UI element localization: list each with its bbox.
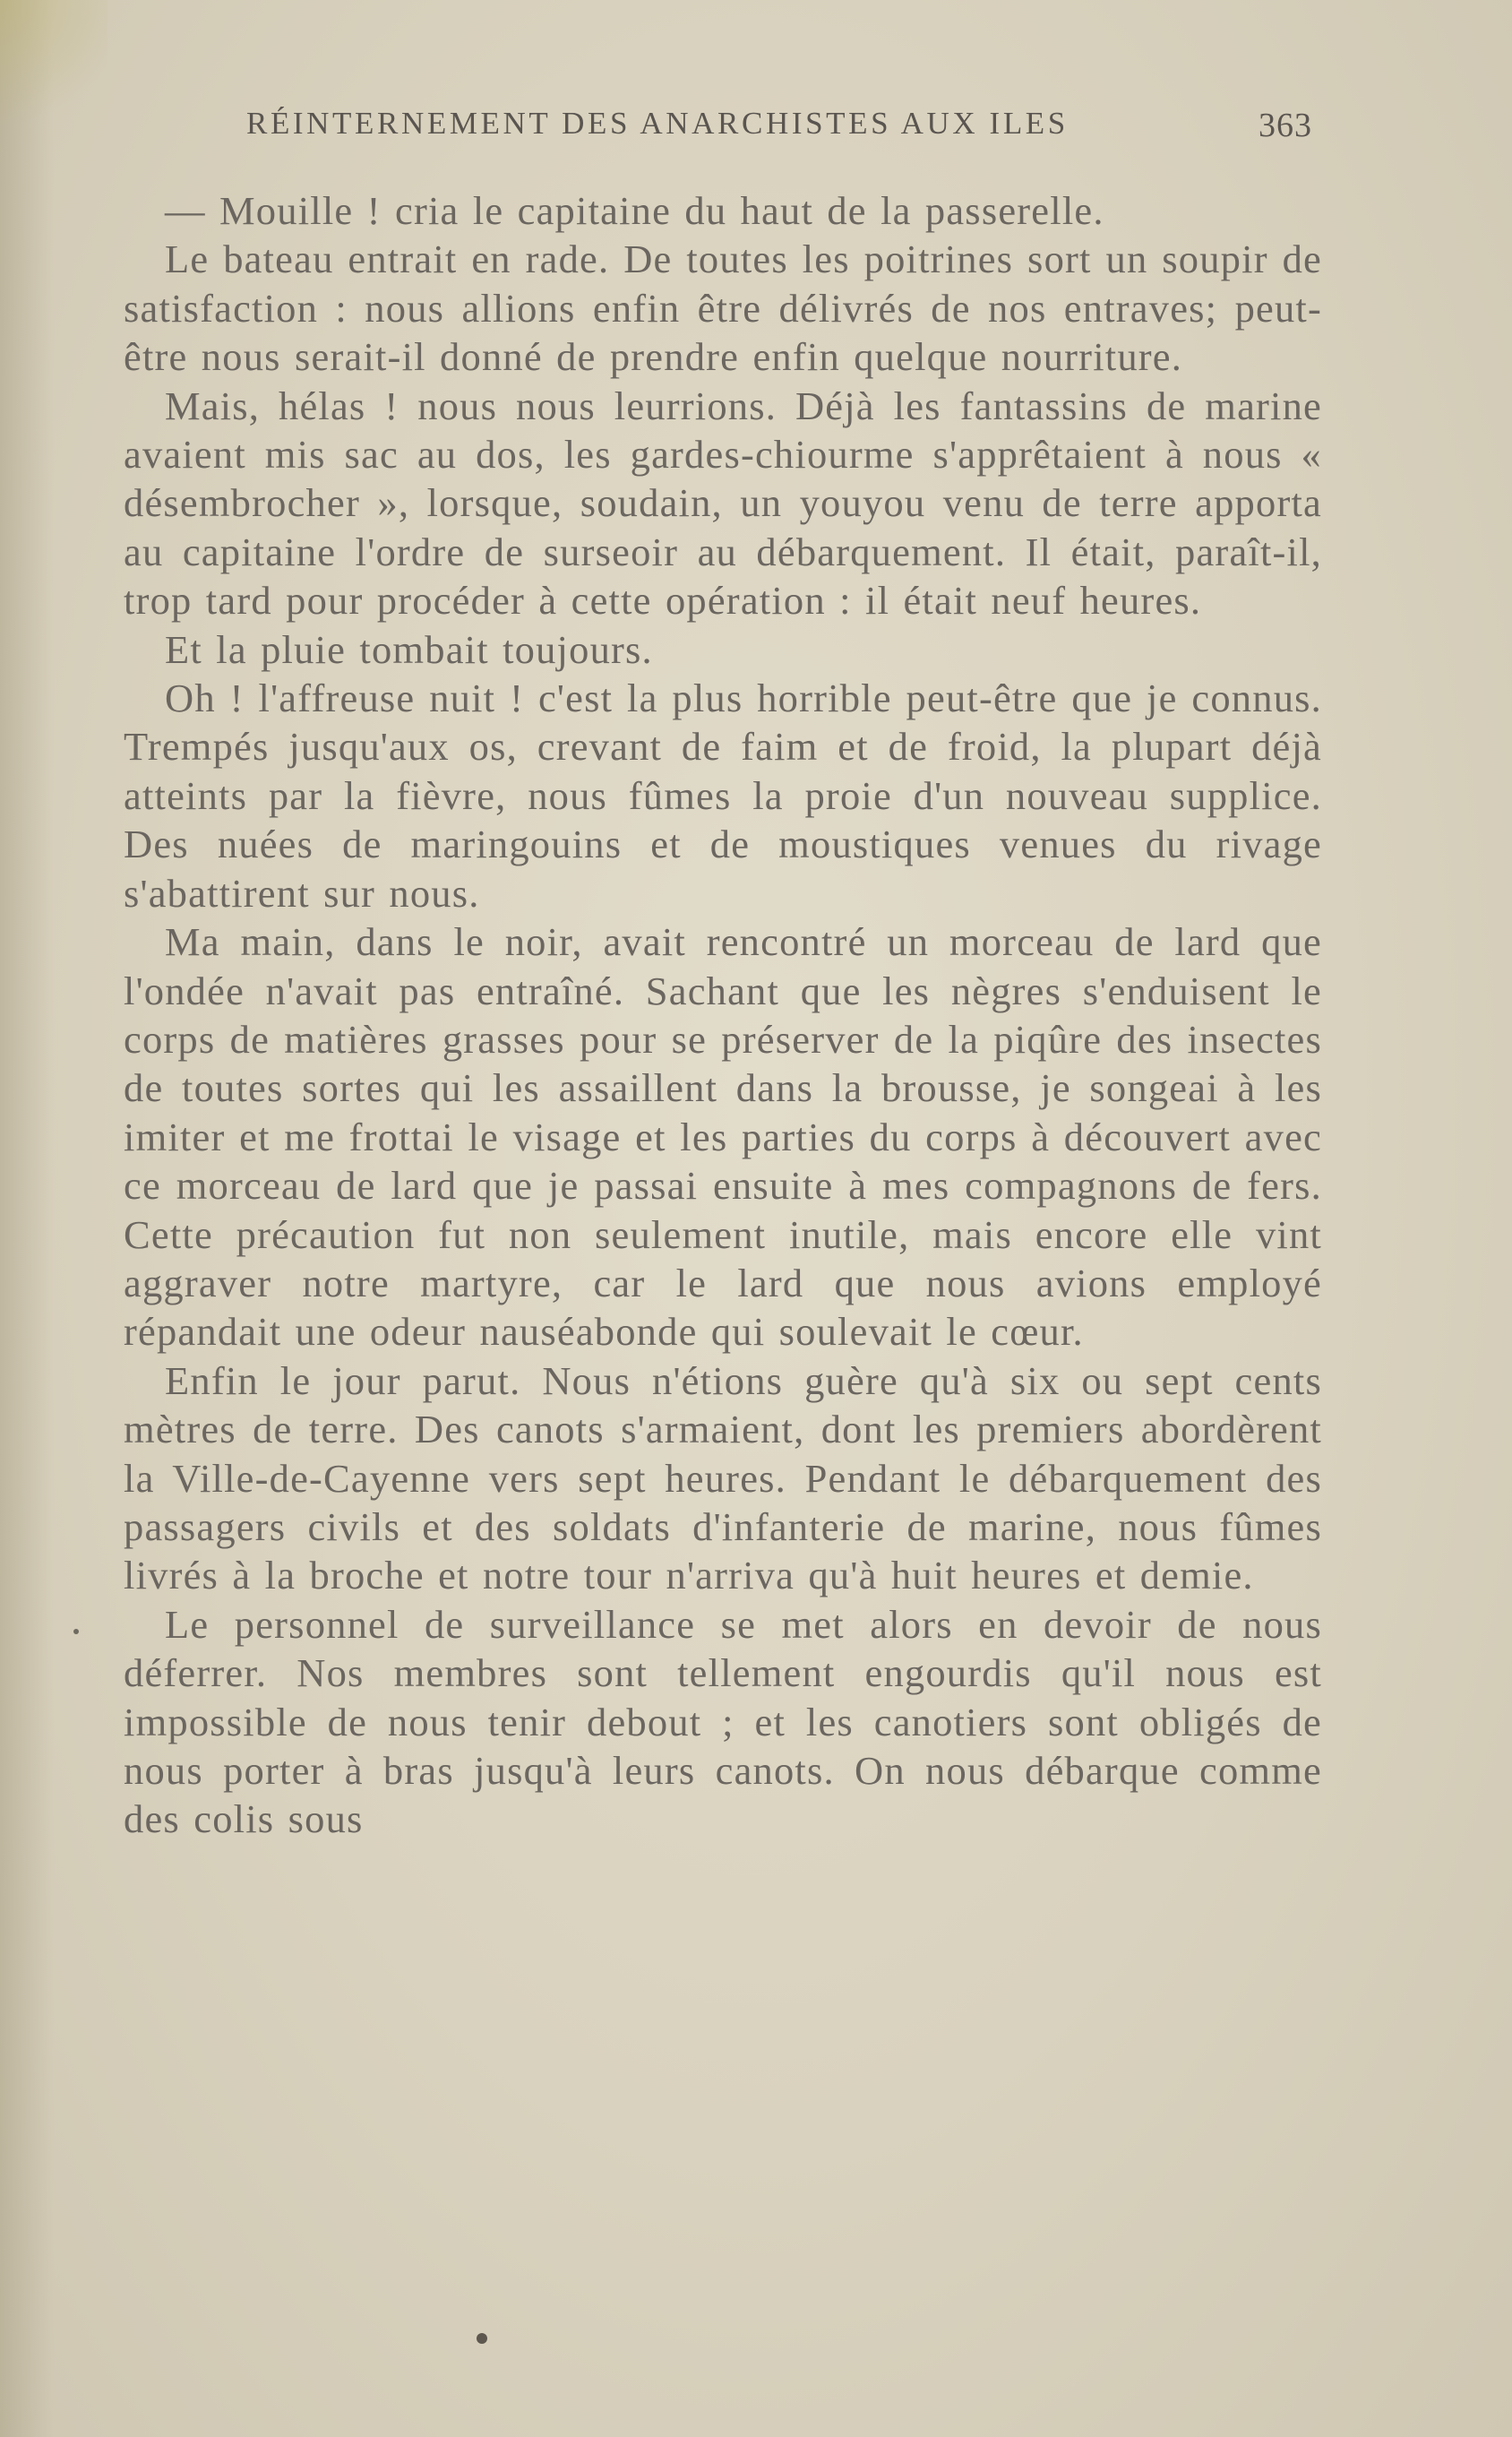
paragraph-4: Et la pluie tombait toujours. [165,626,653,672]
page-header [246,106,1321,159]
paragraph-5: Oh ! l'affreuse nuit ! c'est la plus horrible peut-être que je connus. Trempés jusqu'aux os, crevant de faim et de froid, la plupart déjà atteints par la fièvre, nous fûmes la proie d'un nouveau supplice. Des nuées de maringouins et de moustiques venues du rivage s'abattirent sur nous. [124,676,1322,916]
paragraph-2: Le bateau entrait en rade. De toutes les poitrines sort un soupir de satisfaction : nous allions enfin être délivrés de nos entraves; peut-être nous serait-il donné de prendre enfin quelque nourriture. [124,237,1322,380]
paragraph-1: — Mouille ! cria le capitaine du haut de la passerelle. [165,188,1104,233]
paragraph-3: Mais, hélas ! nous nous leurrions. Déjà les fantassins de marine avaient mis sac au dos, les gardes-chiourme s'apprêtaient à nous « désembrocher », lorsque, soudain, un youyou venu de terre apporta au capitaine l'ordre de surseoir au débarquement. Il était, paraît-il, trop tard pour procéder à cette opération : il était neuf heures. [124,383,1322,624]
corner-stain [0,0,107,143]
paragraph-8: Le personnel de surveillance se met alors en devoir de nous déferrer. Nos membres sont tellement engourdis qu'il nous est impossible de nous tenir debout ; et les canotiers sont obligés de nous porter à bras jusqu'à leurs canots. On nous débarque comme des colis sous [124,1601,1322,1842]
paragraph-7: Enfin le jour parut. Nous n'étions guère qu'à six ou sept cents mètres de terre. Des canots s'armaient, dont les premiers abordèrent la Ville-de-Cayenne vers sept heures. Pendant le débarquement des passagers civils et des soldats d'infanterie de marine, nous fûmes livrés à la broche et notre tour n'arriva qu'à huit heures et demie. [124,1357,1322,1598]
running-head: RÉINTERNEMENT DES ANARCHISTES AUX ILES [246,106,1069,141]
ink-speck [73,1629,79,1634]
page-number: 363 [1259,107,1312,144]
paragraph-6: Ma main, dans le noir, avait rencontré un morceau de lard que l'ondée n'avait pas entraîné. Sachant que les nègres s'enduisent le corps de matières grasses pour se préserver de la piqûre des insectes de toutes sortes qui les assaillent dans la brousse, je songeai à les imiter et me frottai le visage et les parties du corps à découvert avec ce morceau de lard que je passai ensuite à mes compagnons de fers. Cette précaution fut non seulement inutile, mais encore elle vint aggraver notre martyre, car le lard que nous avions employé répandait une odeur nauséabonde qui soulevait le cœur. [124,919,1322,1355]
body-text [124,186,1322,1844]
page-edge-shadow [0,0,54,2437]
ink-dot [477,2333,487,2344]
